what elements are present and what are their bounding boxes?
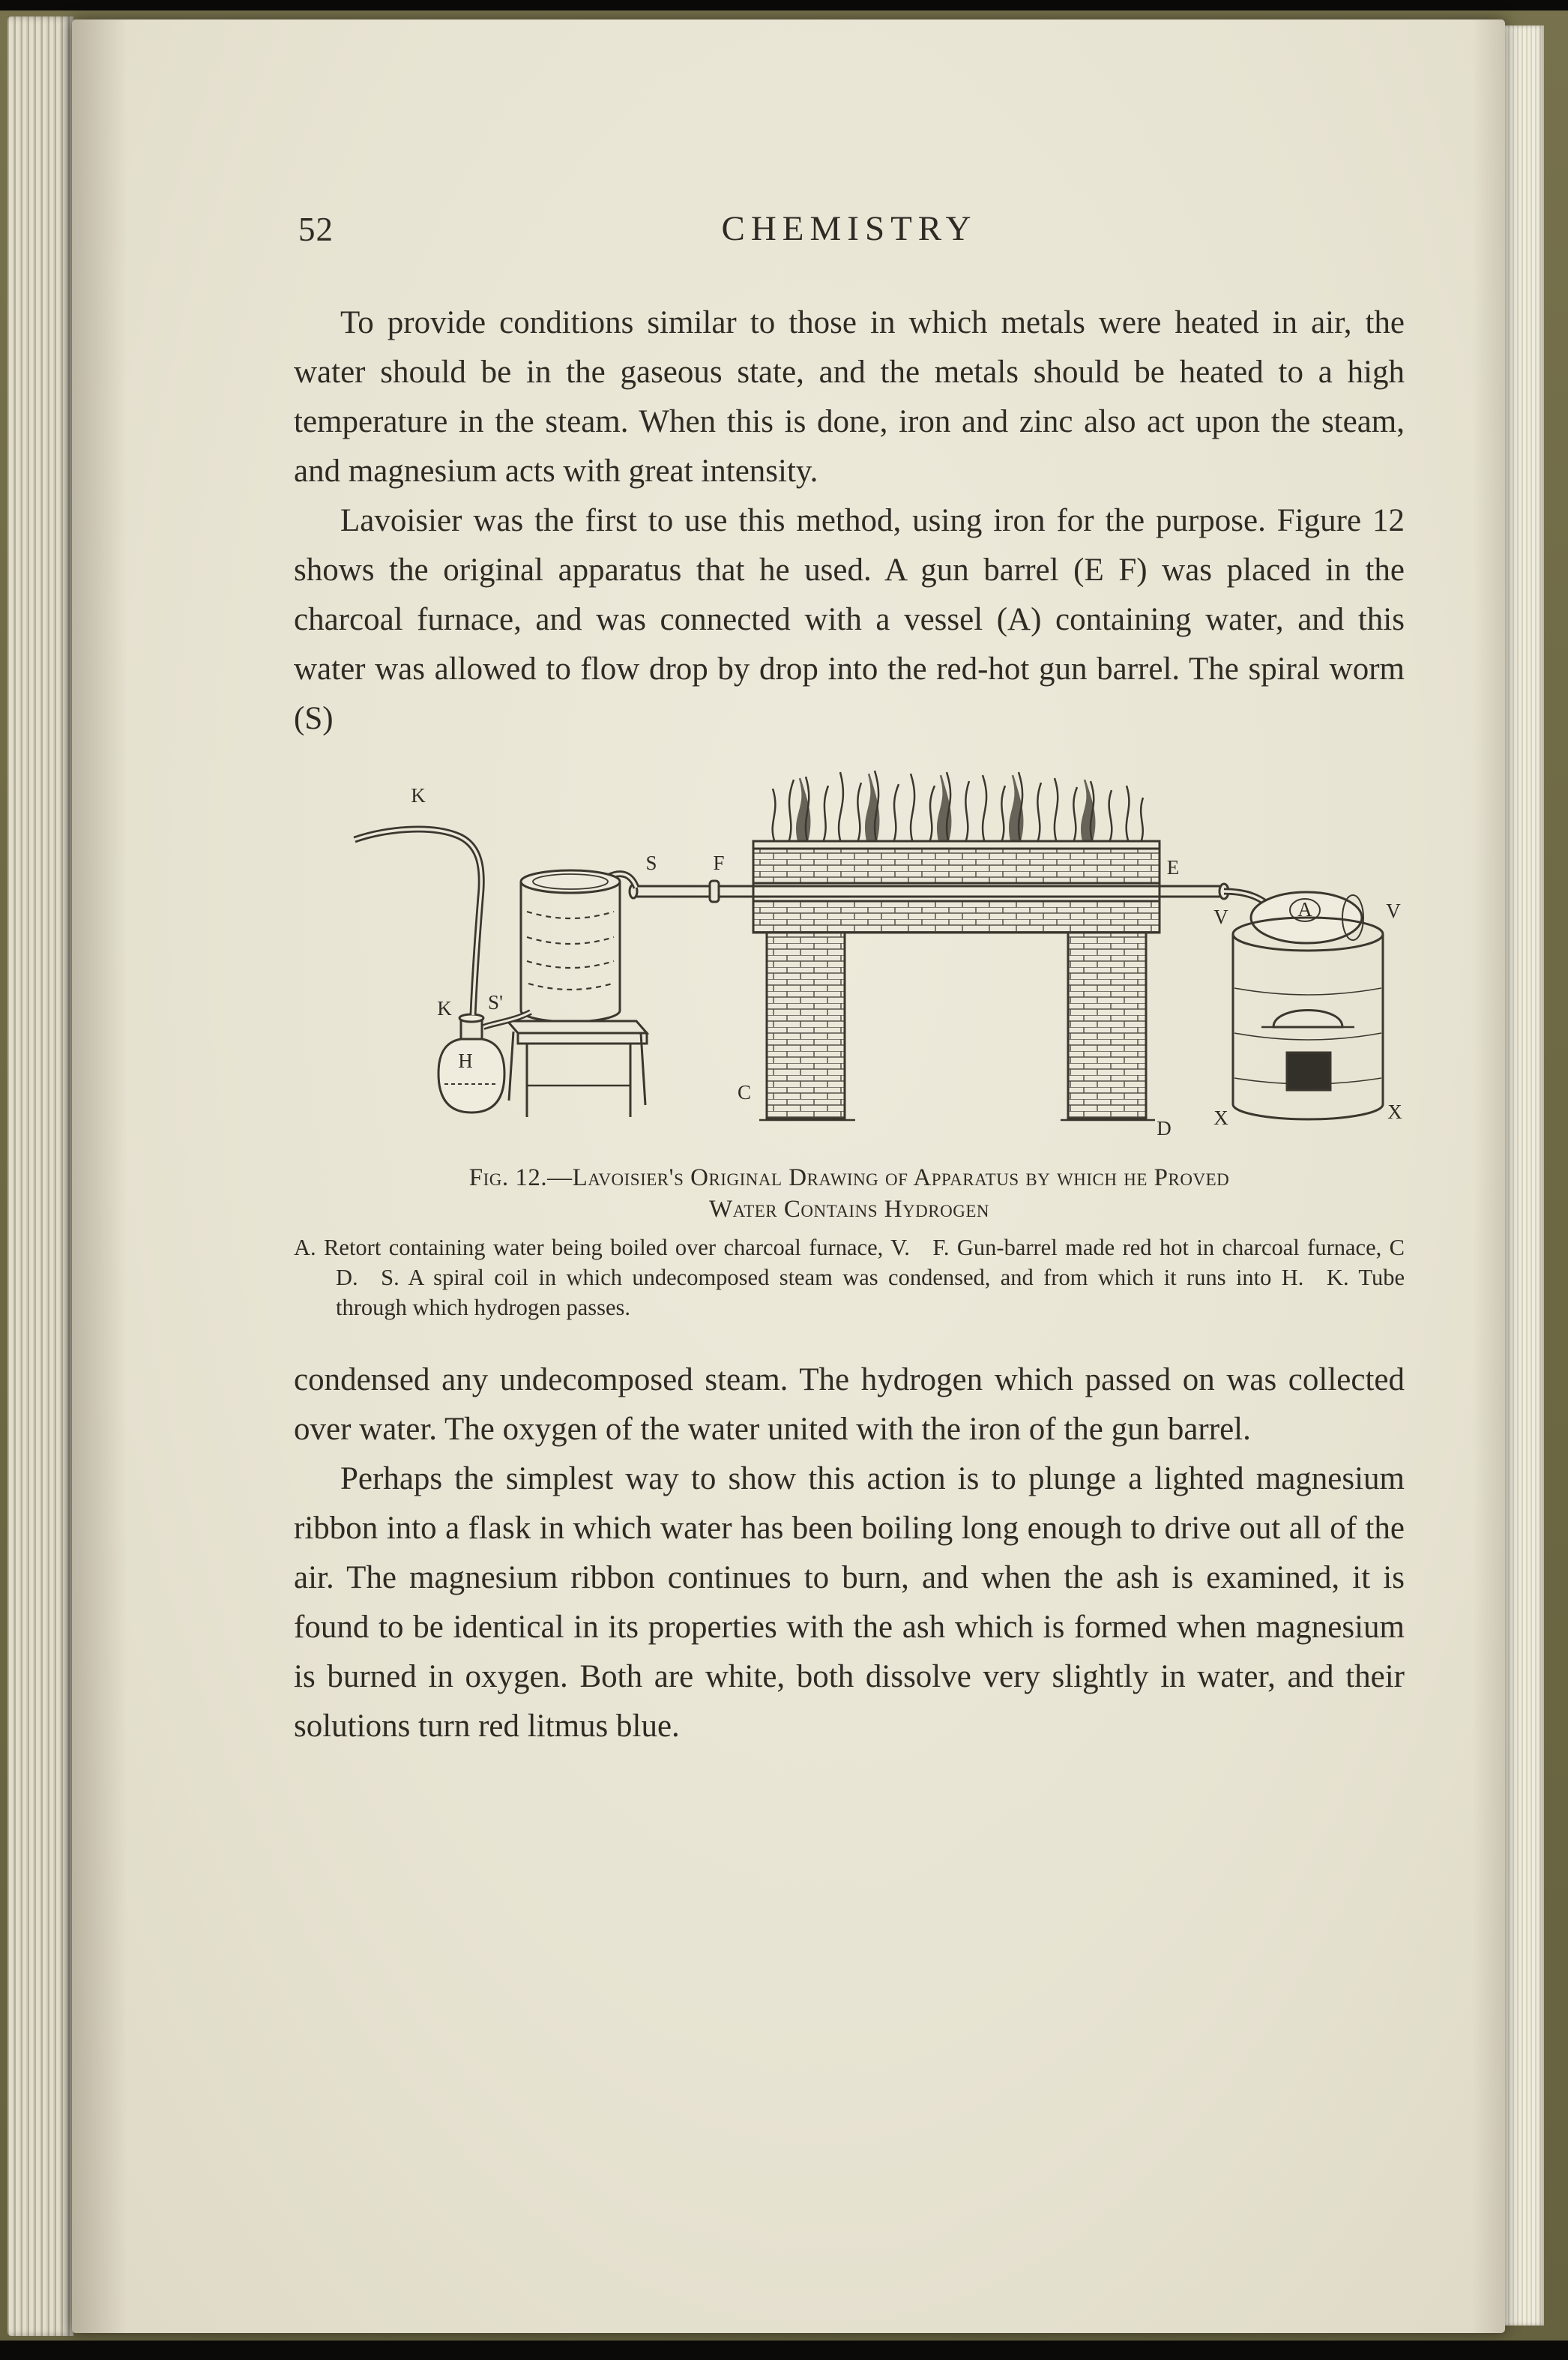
figure-caption-line2: Water Contains Hydrogen	[708, 1196, 990, 1223]
label-e-icon: E	[1166, 856, 1180, 879]
label-c-icon: C	[737, 1081, 752, 1104]
label-a-icon: A	[1297, 898, 1312, 921]
label-k2-icon: K	[437, 997, 452, 1020]
label-d-icon: D	[1157, 1117, 1172, 1140]
stool	[507, 1021, 647, 1117]
paragraph-3: condensed any undecomposed steam. The hydrogen which passed on was collected over water. The oxygen of the water united with the iron of the gun barrel.	[294, 1362, 1405, 1447]
page-header	[294, 208, 1405, 258]
spiral-coil	[527, 912, 614, 990]
label-x-left-icon: X	[1213, 1107, 1228, 1129]
figure-caption-line1: Fig. 12.—Lavoisier's Original Drawing of Apparatus by which he Proved	[468, 1164, 1230, 1191]
label-v-left-icon: V	[1213, 906, 1228, 928]
figure-illustration	[295, 763, 1404, 1153]
label-v-right-icon: V	[1386, 900, 1401, 922]
scan-top-edge	[0, 0, 1568, 10]
paragraph-4: Perhaps the simplest way to show this action is to plunge a lighted magnesium ribbon into a flask in which water has been boiling long enough to drive out all of the air. The magnesium ribbon continues to burn, and when the ash is examined, it is found to be identical in its properties with the ash which is formed when magnesium is burned in oxygen. Both are white, both dissolve very slightly in water, and their solutions turn red litmus blue.	[294, 1461, 1405, 1744]
facing-page-fore-edge	[1505, 25, 1544, 2326]
flames	[773, 771, 1143, 840]
paragraph-1: To provide conditions similar to those in which metals were heated in air, the water should be in the gaseous state, and the metals should be heated to a high temperature in the steam. When this is done, iron and zinc also act upon the steam, and magnesium acts with great intensity.	[294, 305, 1405, 489]
page-number: 52	[298, 211, 334, 248]
scan-bottom-edge	[0, 2341, 1568, 2360]
figure-12	[294, 763, 1405, 1322]
label-s-prime-icon: S'	[488, 991, 503, 1014]
page-content	[72, 19, 1505, 1751]
condenser-vessel	[521, 870, 636, 1022]
book-page	[72, 19, 1505, 2333]
paragraph-2: Lavoisier was the first to use this method, using iron for the purpose. Figure 12 shows the original apparatus that he used. A gun barrel (E F) was placed in the charcoal furnace, and was connected with a vessel (A) containing water, and this water was allowed to flow drop by drop into the red-hot gun barrel. The spiral worm (S)	[294, 503, 1405, 736]
label-h-icon: H	[458, 1050, 473, 1072]
book-page-stack	[7, 16, 73, 2336]
running-head: CHEMISTRY	[721, 209, 977, 248]
charcoal-furnace	[753, 841, 1160, 1120]
water-furnace	[1233, 918, 1383, 1119]
label-x-right-icon: X	[1387, 1101, 1402, 1123]
label-f-icon: F	[713, 852, 725, 874]
label-s-icon: S	[645, 852, 657, 874]
label-k-icon: K	[411, 784, 426, 807]
figure-caption	[294, 1162, 1405, 1225]
figure-legend: A. Retort containing water being boiled over charcoal furnace, V. F. Gun-barrel made red hot in charcoal furnace, C D. S. A spiral coil in which undecomposed steam was condensed, and from which it runs into H. K. Tube through which hydrogen passes.	[294, 1235, 1405, 1320]
